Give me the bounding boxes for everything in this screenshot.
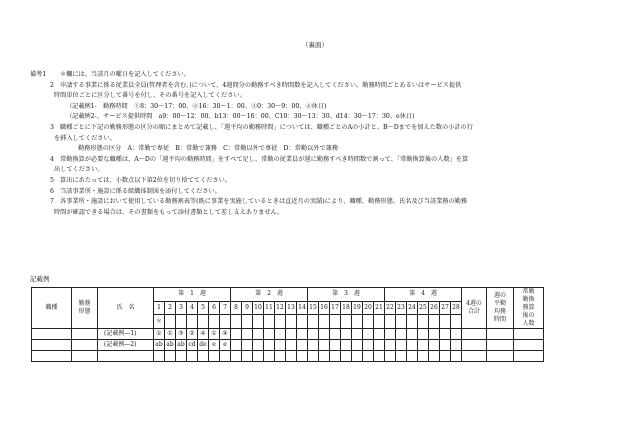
- week-4-header: 第 4 週: [385, 288, 462, 302]
- note-1-text: ＊欄には、当該月の曜日を記入してください。: [60, 71, 190, 78]
- notes-section: [30, 70, 610, 218]
- schedule-cell: ③: [176, 329, 187, 340]
- day-cell: 9: [242, 301, 253, 315]
- note-6-text: 当該事業所・施設に係る組織体制図を添付してください。: [60, 187, 221, 195]
- occupation-header: 職種: [32, 288, 72, 329]
- page-title: （裏面）: [302, 41, 328, 49]
- day-cell: 26: [429, 301, 440, 315]
- note-3-text-a: 職種ごとに下記の勤務形態の区分の順にまとめて記載し、「週平均の勤務時間」については、職種ごとのAの小計と、B～Dまでを加えた数の小計の行: [60, 123, 473, 131]
- day-cell: 6: [209, 301, 220, 315]
- note-2-text-a: 申請する事業に係る従業員全員(管理者を含む。)について、4週間分の勤務すべき時間数を記入してください。勤務時間ごとあるいはサービス提供: [60, 81, 462, 89]
- work-form-header-line-2: 形態: [78, 308, 91, 315]
- schedule-cell: ①: [154, 329, 165, 340]
- note-2-text-b: 時間単位ごとに区分して番号を付し、その番号を記入してください。: [54, 92, 246, 100]
- note-7: [30, 197, 610, 208]
- day-cell: 21: [374, 301, 385, 315]
- four-week-total-header: [462, 288, 487, 329]
- day-cell: 7: [220, 301, 231, 315]
- day-cell: 27: [440, 301, 451, 315]
- schedule-cell: ab: [176, 340, 187, 351]
- weekly-average-line-3: 均務: [493, 308, 506, 315]
- weekday-cell-star: ＊: [154, 315, 165, 329]
- table-header-row: [32, 288, 544, 302]
- note-3: [30, 123, 610, 134]
- day-cell: 8: [231, 301, 242, 315]
- note-1: [30, 70, 610, 81]
- day-cell: 4: [187, 301, 198, 315]
- note-5-number: 5: [50, 176, 54, 184]
- week-1-header: 第 1 週: [154, 288, 231, 302]
- note-7-text-a: 各事業所・施設において使用している勤務割表等(既に事業を実施しているときは直近月の実績)により、職種、勤務形態、氏名及び当該業務の勤務: [60, 198, 468, 206]
- schedule-cell: ②: [187, 329, 198, 340]
- day-cell: 13: [286, 301, 297, 315]
- day-cell: 24: [407, 301, 418, 315]
- note-5-text: 算出にあたっては、小数点以下第2位を切り捨ててください。: [60, 176, 231, 184]
- schedule-cell: ①: [209, 329, 220, 340]
- schedule-cell: ④: [220, 329, 231, 340]
- day-cell: 11: [264, 301, 275, 315]
- day-cell: 2: [165, 301, 176, 315]
- note-2-number: 2: [50, 81, 54, 89]
- four-week-total-line-1: 4週の: [466, 300, 482, 307]
- day-cell: 14: [297, 301, 308, 315]
- day-cell: 25: [418, 301, 429, 315]
- day-cell: 19: [352, 301, 363, 315]
- day-cell: 10: [253, 301, 264, 315]
- notes-heading: 備考1: [30, 71, 47, 78]
- day-cell: 5: [198, 301, 209, 315]
- week-3-header: 第 3 週: [308, 288, 385, 302]
- table-row: [32, 351, 544, 362]
- schedule-cell: ab: [154, 340, 165, 351]
- note-4-text-a: 常勤換算が必要な職種は、A～Dの「週平均の勤務時間」をすべて足し、常勤の従業員が週に勤務すべき時間数で割って、「常勤換算後の人数」を算: [60, 155, 469, 163]
- schedule-cell: e: [220, 340, 231, 351]
- four-week-total-line-2: 合計: [467, 308, 480, 315]
- fte-line-5: 人数: [522, 320, 535, 327]
- table-row: [32, 329, 544, 340]
- fte-header: [514, 288, 544, 329]
- schedule-cell: ab: [165, 340, 176, 351]
- name-header: 氏 名: [98, 288, 154, 329]
- day-cell: 23: [396, 301, 407, 315]
- note-2: [30, 81, 610, 92]
- day-cell: 22: [385, 301, 396, 315]
- day-cell: 20: [363, 301, 374, 315]
- example-2-label: (記載例―2): [98, 340, 154, 351]
- note-4: [30, 155, 610, 166]
- schedule-cell: ①: [165, 329, 176, 340]
- weekly-average-line-2: 平勤: [493, 300, 506, 307]
- work-form-header: [72, 288, 98, 329]
- day-cell: 12: [275, 301, 286, 315]
- note-6: [30, 187, 610, 198]
- fte-line-2: 勤換: [522, 296, 535, 303]
- weekly-average-line-1: 週の: [493, 292, 506, 299]
- example-schedule-table: [31, 287, 544, 362]
- note-4-text-b: 出してください。: [54, 166, 104, 174]
- day-cell: 1: [154, 301, 165, 315]
- fte-line-4: 後の: [522, 312, 535, 319]
- table-row: [32, 340, 544, 351]
- weekly-average-line-4: 時間: [493, 316, 506, 323]
- day-cell: 28: [451, 301, 462, 315]
- note-2-example-1: （記載例1- 勤務時間 ①8：30～17：00、②16：30～1：00、③0：30～9：00、④休日): [66, 102, 327, 110]
- note-6-number: 6: [50, 187, 54, 195]
- note-7-text-b: 時間が確認できる場合は、その書類をもって添付書類として差し支えありません。: [54, 208, 284, 216]
- note-4-number: 4: [50, 155, 54, 163]
- schedule-cell: cd: [187, 340, 198, 351]
- schedule-cell: ④: [198, 329, 209, 340]
- work-form-header-line-1: 勤務: [78, 300, 91, 307]
- note-7-number: 7: [50, 198, 54, 206]
- example-1-label: (記載例―1): [98, 329, 154, 340]
- example-label: 記載例: [30, 275, 50, 283]
- note-2-example-2: （記載例2-、サービス提供時間 a9：00～12：00、b13：00～16：00、C10：30～13：30、d14：30～17：30、e休日): [66, 113, 415, 121]
- note-3-number: 3: [50, 123, 54, 131]
- day-cell: 17: [330, 301, 341, 315]
- day-cell: 18: [341, 301, 352, 315]
- schedule-cell: e: [209, 340, 220, 351]
- note-3-work-forms: 勤務形態の区分 A：常勤で専従 B：常勤で兼務 C：常勤以外で専従 D：常勤以外で兼務: [78, 145, 339, 153]
- weekly-average-header: [487, 288, 514, 329]
- day-cell: 3: [176, 301, 187, 315]
- fte-line-3: 務算: [522, 304, 535, 311]
- schedule-cell: de: [198, 340, 209, 351]
- note-3-text-b: を挿入してください。: [54, 134, 116, 142]
- fte-line-1: 常勤: [522, 288, 535, 295]
- day-cell: 15: [308, 301, 319, 315]
- day-cell: 16: [319, 301, 330, 315]
- week-2-header: 第 2 週: [231, 288, 308, 302]
- note-5: [30, 176, 610, 187]
